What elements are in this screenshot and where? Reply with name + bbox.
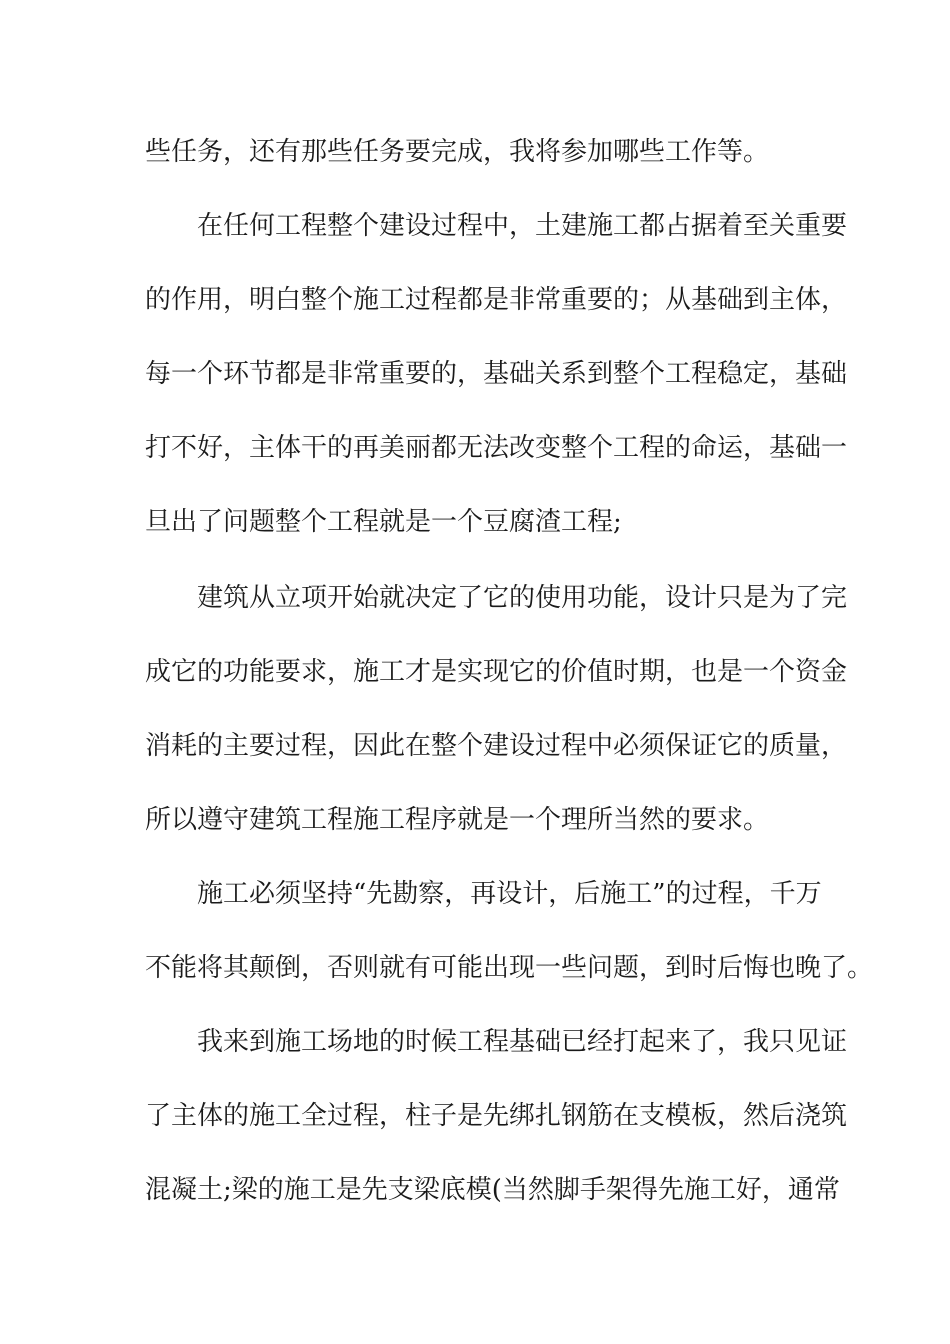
text-line: 成它的功能要求，施工才是实现它的价值时期，也是一个资金 [145,657,848,687]
text-line: 旦出了问题整个工程就是一个豆腐渣工程; [145,507,622,537]
text-line: 施工必须坚持“先勘察，再设计，后施工”的过程，千万 [197,879,822,909]
text-line: 些任务，还有那些任务要完成，我将参加哪些工作等。 [145,137,770,167]
text-line: 所以遵守建筑工程施工程序就是一个理所当然的要求。 [145,805,770,835]
text-line: 消耗的主要过程，因此在整个建设过程中必须保证它的质量， [145,731,848,761]
text-line: 不能将其颠倒，否则就有可能出现一些问题，到时后悔也晚了。 [145,953,874,983]
text-line: 建筑从立项开始就决定了它的使用功能，设计只是为了完 [197,583,848,613]
text-line: 我来到施工场地的时候工程基础已经打起来了，我只见证 [197,1027,848,1057]
text-line: 了主体的施工全过程，柱子是先绑扎钢筋在支模板，然后浇筑 [145,1101,848,1131]
text-line: 的作用，明白整个施工过程都是非常重要的；从基础到主体， [145,285,848,315]
text-line: 在任何工程整个建设过程中，土建施工都占据着至关重要 [197,211,848,241]
text-line: 混凝土;梁的施工是先支梁底模(当然脚手架得先施工好，通常 [145,1175,840,1205]
text-line: 打不好，主体干的再美丽都无法改变整个工程的命运，基础一 [145,433,848,463]
text-line: 每一个环节都是非常重要的，基础关系到整个工程稳定，基础 [145,359,848,389]
